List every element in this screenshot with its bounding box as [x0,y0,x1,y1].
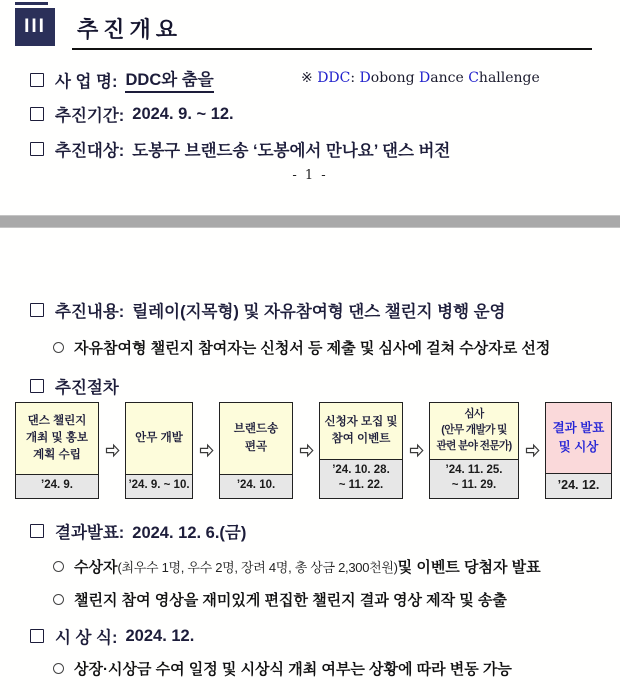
flow-arrow [199,443,214,458]
business-note: ※ DDC: Dobong Dance Challenge [301,70,540,86]
flow-step-date: ’24. 9. ~ 10. [126,474,192,498]
flow-step [125,402,193,499]
result-value: 2024. 12. 6.(금) [132,524,247,542]
arrow-right-icon [105,443,120,458]
section-number-badge: III [15,8,55,46]
page-title: 추진개요 [77,16,183,42]
flow-step [15,402,99,499]
flow-step-date: ’24. 10. 28. ~ 11. 22. [320,459,402,498]
period-row [30,102,234,126]
arrow-right-icon [525,443,540,458]
flow-step [545,402,612,499]
flow-step-title: 브랜드송 편곡 [220,403,292,474]
period-label: 추진기간: [55,107,125,125]
flow-step-date: ’24. 9. [16,474,98,498]
circle-bullet-icon [53,594,64,605]
page-number: - 1 - [292,168,328,183]
result-label: 결과발표: [55,524,125,542]
flow-step [219,402,293,499]
procedure-label: 추진절차 [55,379,119,397]
content-value: 릴레이(지목형) 및 자유참여형 댄스 챌린지 병행 운영 [132,303,506,321]
flow-step [319,402,403,499]
flow-step-date: ’24. 12. [546,473,611,498]
checkbox-icon [30,107,44,121]
checkbox-icon [30,379,44,393]
flow-step-title: 신청자 모집 및 참여 이벤트 [320,403,402,459]
arrow-right-icon [199,443,214,458]
period-value: 2024. 9. ~ 12. [132,104,234,123]
flow-arrow [409,443,424,458]
business-name-value: DDC와 춤을 [125,66,213,93]
award-label: 시 상 식: [55,629,118,647]
page-break-divider [0,215,620,228]
checkbox-icon [30,629,44,643]
winner-strong2: 및 이벤트 당첨자 발표 [397,559,541,576]
flow-arrow [525,443,540,458]
arrow-right-icon [409,443,424,458]
flow-step-title: 심사 (안무 개발가 및 관련 분야 전문가) [430,403,518,459]
target-label: 추진대상: [55,142,125,160]
content-sub-text: 자유참여형 챌린지 참여자는 신청서 등 제출 및 심사에 걸쳐 수상자로 선정 [74,340,551,357]
flow-step [429,402,519,499]
checkbox-icon [30,303,44,317]
flowchart [15,402,612,499]
result-row [30,519,246,543]
checkbox-icon [30,524,44,538]
flow-arrow [299,443,314,458]
flow-arrow [105,443,120,458]
content-sub-row [53,337,550,358]
flow-step-title: 결과 발표 및 시상 [546,403,611,473]
flow-step-title: 안무 개발 [126,403,192,474]
winner-strong1: 수상자 [74,559,118,576]
flow-step-date: ’24. 11. 25. ~ 11. 29. [430,459,518,498]
target-value: 도봉구 브랜드송 ‘도봉에서 만나요’ 댄스 버전 [132,142,451,160]
award-sub-row [53,658,512,679]
winner-sub-row [53,556,541,577]
section-header [15,8,182,46]
circle-bullet-icon [53,561,64,572]
flow-step-title: 댄스 챌린지 개최 및 홍보 계획 수립 [16,403,98,474]
procedure-row [30,374,119,398]
page-edge-artifact [15,2,48,5]
video-sub-row [53,589,507,610]
note-mark: ※ [301,70,318,86]
arrow-right-icon [299,443,314,458]
business-name-label: 사 업 명: [55,72,118,91]
business-name-row [30,66,214,93]
target-row [30,137,450,161]
checkbox-icon [30,73,44,87]
content-label: 추진내용: [55,303,125,321]
content-row [30,298,505,322]
award-sub-text: 상장·시상금 수여 일정 및 시상식 개최 여부는 상황에 따라 변동 가능 [74,661,512,678]
award-value: 2024. 12. [125,626,195,645]
award-row [30,624,194,648]
circle-bullet-icon [53,342,64,353]
circle-bullet-icon [53,663,64,674]
title-underline [72,48,592,50]
video-sub-text: 챌린지 참여 영상을 재미있게 편집한 챌린지 결과 영상 제작 및 송출 [74,592,507,609]
flow-step-date: ’24. 10. [220,474,292,498]
winner-detail: (최우수 1명, 우수 2명, 장려 4명, 총 상금 2,300천원) [117,560,398,575]
checkbox-icon [30,142,44,156]
